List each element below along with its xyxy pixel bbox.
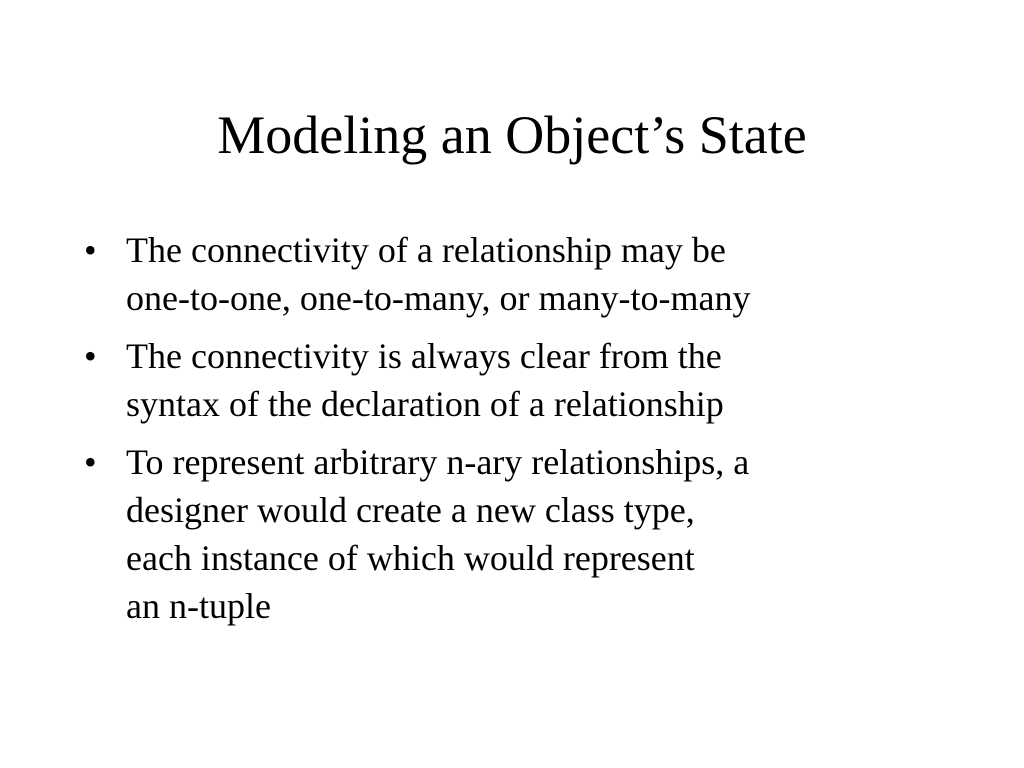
bullet-list xyxy=(84,226,984,640)
slide-title: Modeling an Object’s State xyxy=(217,105,807,165)
bullet-text-line: The connectivity of a relationship may be xyxy=(126,230,726,270)
bullet-text-line: syntax of the declaration of a relationship xyxy=(126,384,724,424)
bullet-point-icon: • xyxy=(84,230,97,270)
bullet-text-line: designer would create a new class type, xyxy=(126,490,695,530)
bullet-point-icon: • xyxy=(84,442,97,482)
bullet-item xyxy=(84,332,984,428)
bullet-text-line: one-to-one, one-to-many, or many-to-many xyxy=(126,278,751,318)
bullet-text-line: The connectivity is always clear from the xyxy=(126,336,722,376)
bullet-item xyxy=(84,438,984,630)
bullet-item xyxy=(84,226,984,322)
bullet-text-line: each instance of which would represent xyxy=(126,538,695,578)
bullet-text-line: an n-tuple xyxy=(126,586,271,626)
bullet-text-line: To represent arbitrary n-ary relationships, a xyxy=(126,442,750,482)
bullet-point-icon: • xyxy=(84,336,97,376)
